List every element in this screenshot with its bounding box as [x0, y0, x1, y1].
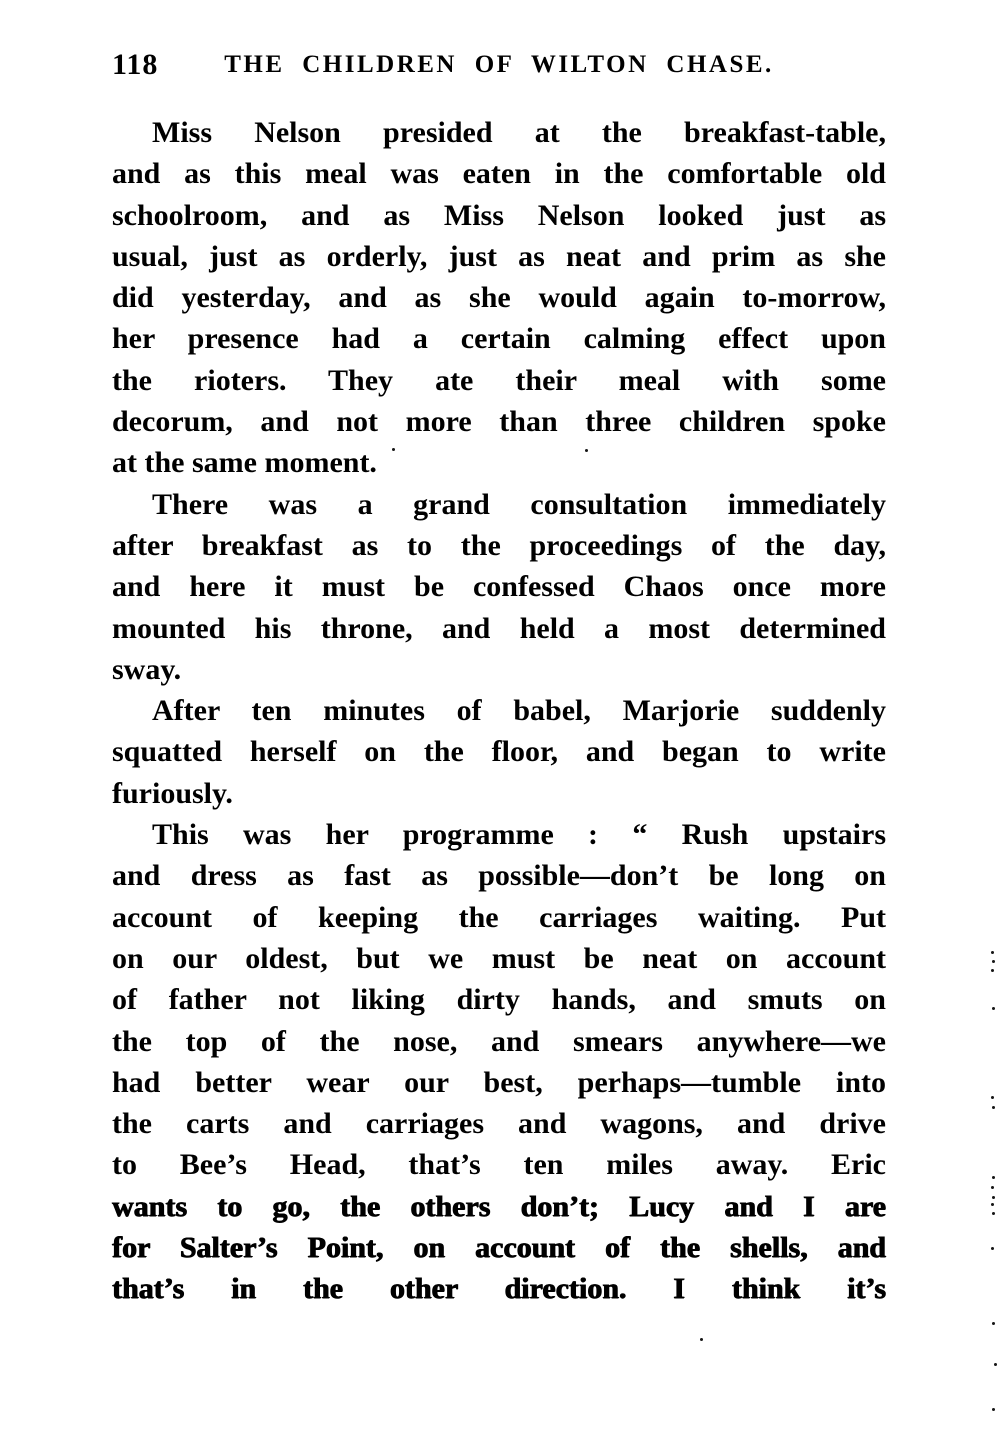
paragraph	[112, 814, 886, 1310]
scan-speck	[992, 1106, 995, 1109]
paragraph	[112, 112, 886, 484]
text-line: This was her programme : “ Rush upstairs	[152, 818, 886, 852]
paragraph	[112, 484, 886, 690]
scan-speck	[992, 1007, 995, 1010]
text-line: and dress as fast as possible—don’t be long on	[112, 859, 886, 893]
text-line: for Salter’s Point, on account of the shells, and	[112, 1231, 886, 1265]
paragraph	[112, 690, 886, 814]
scan-speck	[992, 1408, 995, 1411]
text-line: the carts and carriages and wagons, and drive	[112, 1107, 886, 1141]
text-line: and as this meal was eaten in the comfortable old	[112, 157, 886, 191]
scan-speck	[992, 1212, 995, 1215]
scan-speck	[992, 960, 995, 963]
scan-speck	[991, 1247, 994, 1250]
text-line: to Bee’s Head, that’s ten miles away. Eric	[112, 1148, 886, 1182]
text-line: mounted his throne, and held a most determined	[112, 611, 886, 645]
scan-speck	[992, 1176, 995, 1179]
scan-speck	[392, 448, 395, 451]
scan-speck	[991, 969, 994, 972]
text-line: furiously.	[112, 776, 233, 810]
text-line: of father not liking dirty hands, and smuts on	[112, 983, 886, 1017]
scan-speck	[991, 951, 994, 954]
scan-speck	[991, 1096, 994, 1099]
text-line: and here it must be confessed Chaos once more	[112, 570, 886, 604]
running-title: THE CHILDREN OF WILTON CHASE.	[224, 51, 774, 78]
text-line: sway.	[112, 652, 182, 686]
scan-speck	[994, 1363, 997, 1366]
page-number: 118	[112, 48, 159, 81]
text-line: There was a grand consultation immediately	[152, 487, 886, 521]
text-line: account of keeping the carriages waiting. Put	[112, 900, 886, 934]
text-line: After ten minutes of babel, Marjorie suddenly	[152, 694, 886, 728]
text-line: at the same moment.	[112, 446, 377, 480]
text-line: Miss Nelson presided at the breakfast-table,	[152, 116, 886, 149]
text-line: the rioters. They ate their meal with some	[112, 363, 886, 397]
text-line: usual, just as orderly, just as neat and prim as she	[112, 239, 886, 273]
scan-speck	[992, 1196, 995, 1199]
text-line: wants to go, the others don’t; Lucy and I are	[112, 1189, 886, 1223]
text-line: that’s in the other direction. I think it’s	[112, 1272, 886, 1306]
text-line: did yesterday, and as she would again to-morrow,	[112, 281, 886, 315]
scan-speck	[700, 1338, 703, 1341]
page-header	[112, 48, 886, 88]
body-text	[112, 112, 886, 1310]
text-line: had better wear our best, perhaps—tumble into	[112, 1065, 886, 1099]
text-line: on our oldest, but we must be neat on account	[112, 941, 886, 975]
scan-speck	[992, 1322, 995, 1325]
scan-speck	[585, 449, 588, 452]
scan-speck	[991, 1203, 994, 1206]
text-line: squatted herself on the floor, and began to write	[112, 735, 886, 769]
text-line: decorum, and not more than three children spoke	[112, 405, 886, 439]
text-line: schoolroom, and as Miss Nelson looked just as	[112, 198, 886, 232]
text-line: the top of the nose, and smears anywhere—we	[112, 1024, 886, 1058]
scan-speck	[991, 1186, 994, 1189]
text-line: her presence had a certain calming effect upon	[112, 322, 886, 356]
text-line: after breakfast as to the proceedings of the day,	[112, 528, 886, 562]
